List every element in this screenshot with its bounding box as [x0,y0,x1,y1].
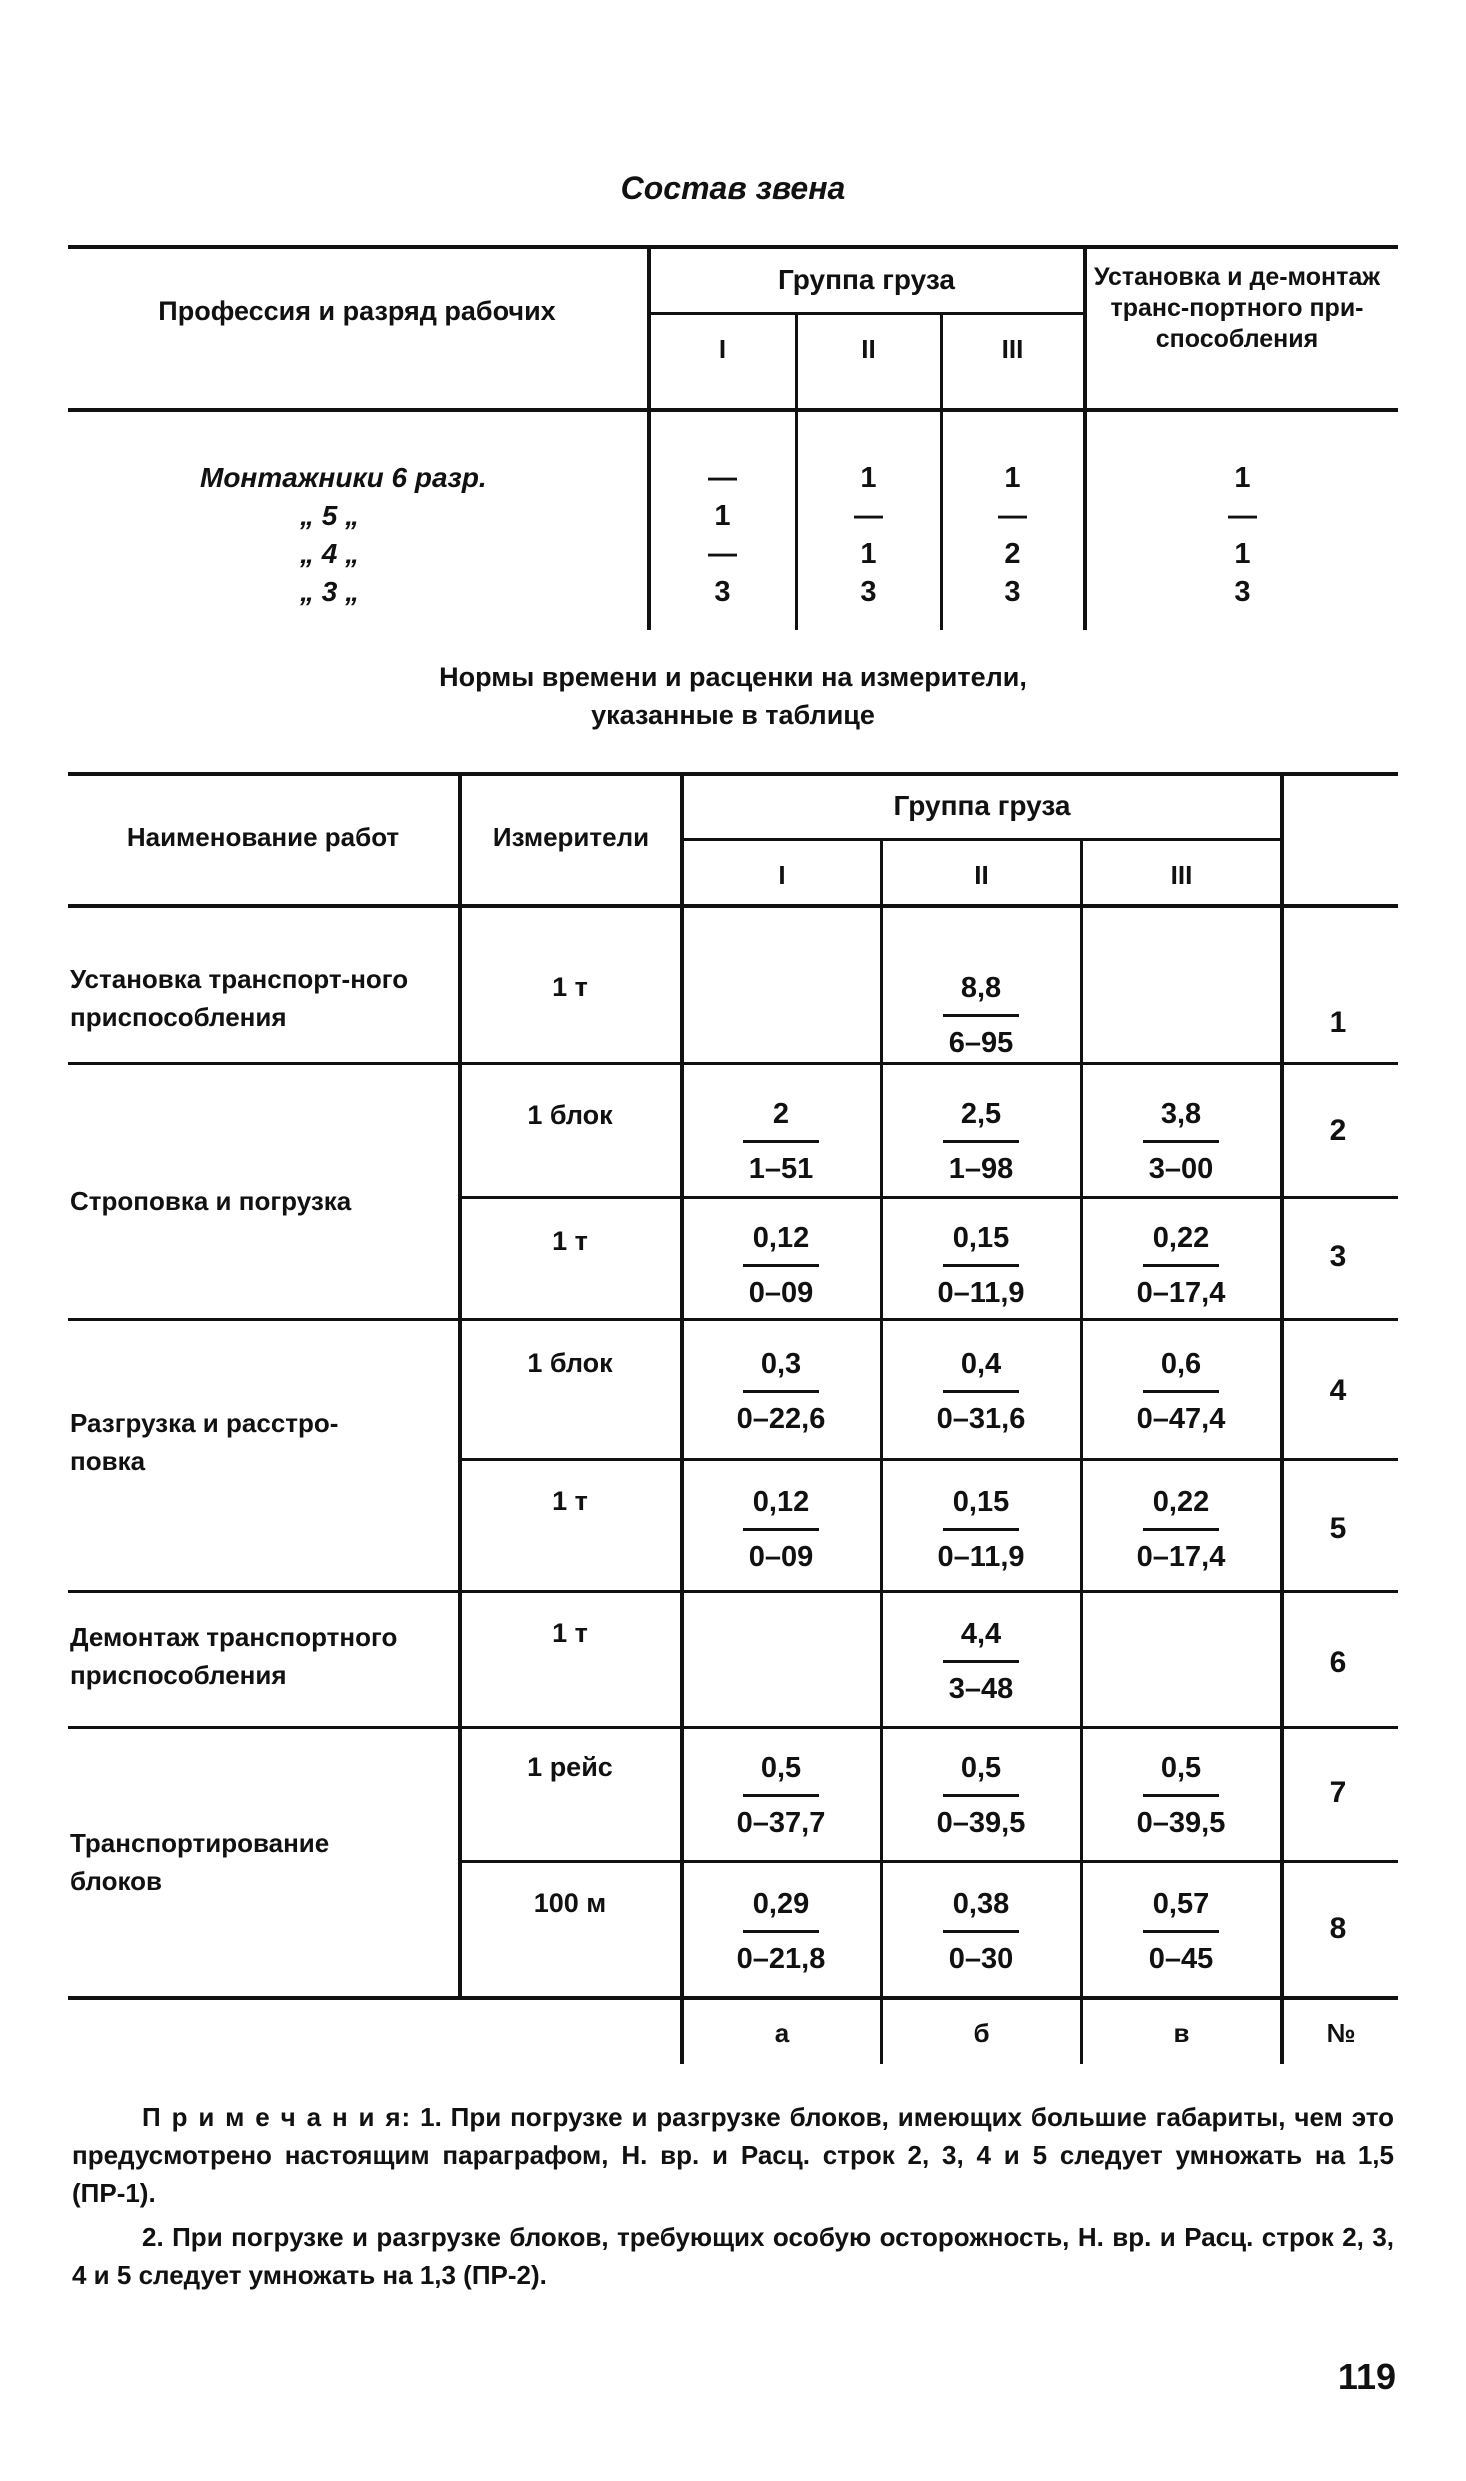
meter-cell: 1 рейс [527,1752,613,1782]
norms-header-meter: Измерители [492,822,650,852]
norms-header-g2: II [974,860,989,890]
column-letter-b: б [973,2018,990,2048]
norms-header-g1: I [778,860,786,890]
meter-cell: 1 т [552,1226,588,1256]
crew-row-label: „ 5 „ [300,500,360,531]
row-number: 8 [1329,1912,1347,1945]
price-rate: 0–31,6 [936,1403,1026,1435]
note-2: 2. При погрузке и разгрузке блоков, требующих особую осторожность, Н. вр. и Расц. строк 2, 3, 4 и 5 следует умножать на 1,3 (ПР-2). [72,2222,1394,2290]
meter-cell: 1 блок [527,1348,613,1378]
rate-cell [696,1342,866,1441]
work-label-block-transport: Транспортирование блоков [70,1828,330,1896]
crew-row-label: „ 3 „ [300,576,360,607]
rate-cell [896,1612,1066,1711]
time-norm: 0,22 [1152,1222,1210,1254]
crew-cell: 1 [860,462,877,494]
row-number: 2 [1329,1114,1347,1147]
crew-cell: — [708,462,737,494]
price-rate: 0–09 [748,1277,814,1309]
rate-cell [1096,1216,1266,1315]
rate-cell [896,1216,1066,1315]
price-rate: 0–11,9 [937,1541,1025,1573]
time-norm: 0,12 [752,1222,810,1254]
rate-cell [896,1480,1066,1579]
rate-cell [696,1216,866,1315]
time-norm: 0,22 [1152,1486,1210,1518]
rate-cell [896,966,1066,1065]
crew-cell: 1 [1234,538,1251,570]
rate-cell [1096,1092,1266,1191]
crew-header-mount: Установка и де-монтаж транс-портного при-способления [1094,263,1380,353]
crew-row-label: Монтажники 6 разр. [200,462,487,493]
rate-cell [1096,1746,1266,1845]
time-norm: 0,6 [1160,1348,1202,1380]
price-rate: 0–39,5 [1136,1807,1226,1839]
work-label-unloading-unslinging: Разгрузка и расстро-повка [70,1408,339,1476]
rate-cell [1096,1882,1266,1981]
crew-row-label: „ 4 „ [300,538,360,569]
price-rate: 0–17,4 [1136,1277,1226,1309]
crew-cell: 1 [860,538,877,570]
crew-cell: — [1228,500,1257,532]
price-rate: 1–51 [748,1153,814,1185]
crew-header-group: Группа груза [777,264,955,295]
row-number: 7 [1329,1776,1347,1809]
page-number: 119 [1337,2356,1396,2397]
crew-cell: 1 [1234,462,1251,494]
crew-cell: 1 [714,500,731,532]
crew-cell: 3 [860,576,877,608]
time-norm: 0,38 [952,1888,1010,1920]
norms-header-work: Наименование работ [126,822,400,852]
time-norm: 2,5 [960,1098,1002,1130]
rate-cell [896,1882,1066,1981]
rate-cell [696,1480,866,1579]
time-norm: 4,4 [960,1618,1002,1650]
price-rate: 0–09 [748,1541,814,1573]
price-rate: 0–11,9 [937,1277,1025,1309]
row-number: 1 [1329,1006,1347,1039]
meter-cell: 1 блок [527,1100,613,1130]
work-label-slinging-loading: Строповка и погрузка [70,1186,352,1216]
notes-heading: П р и м е ч а н и я: [142,2102,412,2132]
time-norm: 0,57 [1152,1888,1210,1920]
rate-cell [896,1092,1066,1191]
row-number: 4 [1329,1374,1347,1407]
crew-header-profession: Профессия и разряд рабочих [158,296,556,326]
price-rate: 0–39,5 [936,1807,1026,1839]
meter-cell: 1 т [552,1486,588,1516]
crew-cell: — [998,500,1027,532]
column-letter-v: в [1173,2018,1190,2048]
time-norm: 0,15 [952,1222,1010,1254]
column-number-sign: № [1326,2018,1356,2048]
price-rate: 0–37,7 [736,1807,826,1839]
meter-cell: 1 т [552,972,588,1002]
price-rate: 0–45 [1148,1943,1214,1975]
row-number: 3 [1329,1240,1347,1273]
price-rate: 0–47,4 [1136,1403,1226,1435]
time-norm: 0,4 [960,1348,1002,1380]
note-1-text: 1. При погрузке и разгрузке блоков, имеющих большие габариты, чем это предусмотрено настоящим параграфом, Н. вр. и Расц. строк 2, 3, 4 и 5 следует умножать на 1,5 (ПР-1). [72,2102,1394,2208]
rate-cell [1096,1480,1266,1579]
row-number: 6 [1329,1646,1347,1679]
price-rate: 3–48 [948,1673,1014,1705]
time-norm: 0,29 [752,1888,810,1920]
crew-cell: — [708,538,737,570]
column-letter-a: а [774,2018,790,2048]
price-rate: 1–98 [948,1153,1014,1185]
time-norm: 0,12 [752,1486,810,1518]
crew-header-g3: III [1001,334,1024,364]
norms-title-line2: указанные в таблице [591,700,875,730]
crew-cell: 2 [1004,538,1021,570]
row-number: 5 [1329,1512,1347,1545]
rate-cell [696,1092,866,1191]
crew-cell: 3 [714,576,731,608]
time-norm: 3,8 [1160,1098,1202,1130]
work-label-transport-device-dismantle: Демонтаж транспортного приспособления [70,1622,398,1690]
price-rate: 0–30 [948,1943,1014,1975]
norms-header-g3: III [1170,860,1193,890]
norms-title-line1: Нормы времени и расценки на измерители, [439,662,1027,692]
time-norm: 0,15 [952,1486,1010,1518]
crew-header-g2: II [861,334,876,364]
time-norm: 0,5 [760,1752,802,1784]
norms-header-group: Группа груза [893,790,1071,821]
price-rate: 6–95 [948,1027,1014,1059]
price-rate: 3–00 [1148,1153,1214,1185]
time-norm: 0,5 [960,1752,1002,1784]
time-norm: 8,8 [960,972,1002,1004]
work-label-transport-device-install: Установка транспорт-ного приспособления [70,964,409,1032]
meter-cell: 1 т [552,1618,588,1648]
rate-cell [1096,1342,1266,1441]
price-rate: 0–21,8 [736,1943,826,1975]
crew-cell: 1 [1004,462,1021,494]
time-norm: 2 [772,1098,790,1130]
crew-cell: 3 [1004,576,1021,608]
rate-cell [896,1342,1066,1441]
crew-header-g1: I [718,334,727,364]
crew-title: Состав звена [620,170,846,206]
note-1 [72,2098,1394,2212]
rate-cell [896,1746,1066,1845]
time-norm: 0,5 [1160,1752,1202,1784]
crew-cell: 3 [1234,576,1251,608]
rate-cell [696,1882,866,1981]
price-rate: 0–22,6 [736,1403,826,1435]
rate-cell [696,1746,866,1845]
crew-cell: — [854,500,883,532]
price-rate: 0–17,4 [1136,1541,1226,1573]
meter-cell: 100 м [533,1888,607,1918]
time-norm: 0,3 [760,1348,802,1380]
